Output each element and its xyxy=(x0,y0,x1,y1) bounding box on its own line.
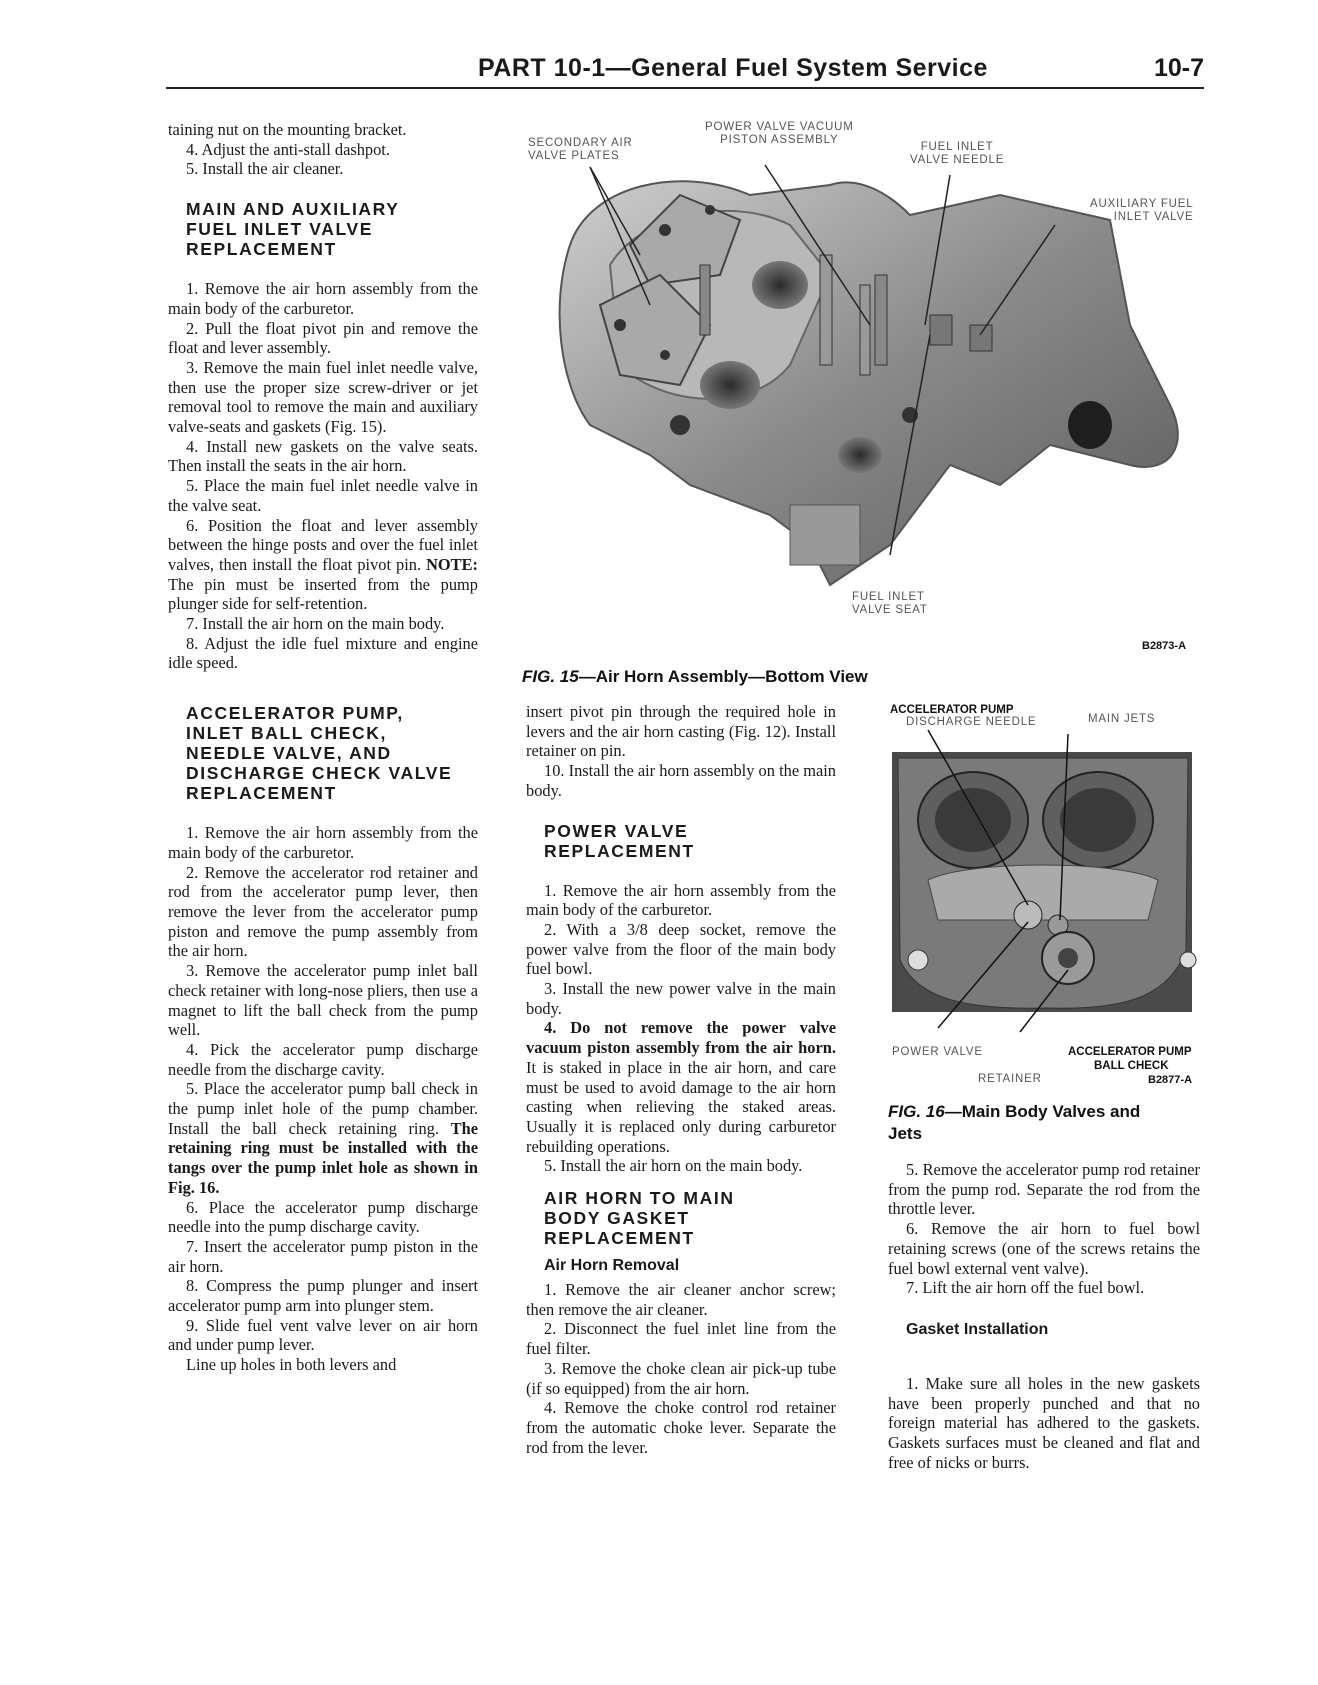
label-power-valve: POWER VALVE xyxy=(892,1046,983,1058)
paragraph: 3. Remove the choke clean air pick-up tube (if so equipped) from the air horn. xyxy=(526,1358,836,1398)
figure-16 xyxy=(888,704,1204,1090)
label-ball-check: BALL CHECK xyxy=(1094,1060,1169,1072)
subsection-heading: Air Horn Removal xyxy=(544,1257,680,1275)
paragraph: 8. Adjust the idle fuel mixture and engine idle speed. xyxy=(168,633,478,673)
label-secondary-air: SECONDARY AIR VALVE PLATES xyxy=(528,137,633,162)
running-title: PART 10-1—General Fuel System Service xyxy=(478,54,988,82)
paragraph: 4. Do not remove the power valve vacuum piston assembly from the air horn. It is staked in place in the air horn, and care must be used to avoid damage to the air horn casting when relieving the staked areas. Usually it is replaced only during carburetor rebuilding operations. xyxy=(526,1018,836,1156)
paragraph: taining nut on the mounting bracket. xyxy=(168,120,407,139)
paragraph: 7. Lift the air horn off the fuel bowl. xyxy=(906,1278,1145,1298)
label-fuel-inlet-needle: FUEL INLET VALVE NEEDLE xyxy=(910,141,1005,166)
emphasis: 4. Do not remove the power valve vacuum piston assembly from the air horn. xyxy=(526,1018,836,1058)
section-heading: POWER VALVE REPLACEMENT xyxy=(544,820,695,861)
paragraph: 9. Slide fuel vent valve lever on air horn and under pump lever. xyxy=(168,1315,478,1355)
figure-16-caption: FIG. 16—Main Body Valves and Jets xyxy=(888,1102,1141,1143)
page-number: 10-7 xyxy=(1153,54,1204,82)
figure-15 xyxy=(528,121,1206,652)
emphasis: The retaining ring must be installed with the tangs over the pump inlet hole as shown in Fig. 16. xyxy=(168,1118,478,1197)
paragraph: 1. Remove the air horn assembly from the main body of the carburetor. xyxy=(526,880,836,920)
column-middle xyxy=(526,702,836,1457)
paragraph: 2. With a 3/8 deep socket, remove the power valve from the floor of the main body fuel bowl. xyxy=(526,919,836,979)
figure-number: B2877-A xyxy=(1148,1074,1193,1086)
paragraph: insert pivot pin through the required hole in levers and the air horn casting (Fig. 12). Install retainer on pin. xyxy=(526,702,836,761)
paragraph: 3. Install the new power valve in the main body. xyxy=(526,979,836,1018)
paragraph: 1. Make sure all holes in the new gaskets have been properly punched and that no foreign material has adhered to the gaskets. Gaskets surfaces must be cleaned and flat and free of nicks or burrs. xyxy=(888,1373,1200,1472)
paragraph: 1. Remove the air horn assembly from the main body of the carburetor. xyxy=(168,823,478,862)
paragraph: 7. Insert the accelerator pump piston in the air horn. xyxy=(168,1236,478,1276)
label-power-valve-piston: POWER VALVE VACUUM PISTON ASSEMBLY xyxy=(705,121,854,146)
subsection-heading: Gasket Installation xyxy=(906,1320,1049,1338)
paragraph: 1. Remove the air cleaner anchor screw; then remove the air cleaner. xyxy=(526,1280,836,1319)
paragraph: 4. Pick the accelerator pump discharge needle from the discharge cavity. xyxy=(168,1039,478,1079)
paragraph: 8. Compress the pump plunger and insert accelerator pump arm into plunger stem. xyxy=(168,1276,478,1316)
paragraph: 7. Install the air horn on the main body. xyxy=(186,614,445,634)
paragraph: 2. Pull the float pivot pin and remove the float and lever assembly. xyxy=(168,318,478,358)
paragraph: 4. Remove the choke control rod retainer from the automatic choke lever. Separate the rod from the lever. xyxy=(526,1398,836,1457)
figure-15-caption: FIG. 15—Air Horn Assembly—Bottom View xyxy=(522,667,868,686)
column-right xyxy=(888,1160,1200,1472)
paragraph: 10. Install the air horn assembly on the main body. xyxy=(526,761,836,800)
paragraph: 5. Place the accelerator pump ball check in the pump inlet hole of the pump chamber. Install the ball check retaining ring. The retaining ring must be installed with the tangs over the pump inlet hole as shown in Fig. 16. xyxy=(168,1079,478,1197)
column-left xyxy=(168,120,478,1375)
figure-number: B2873-A xyxy=(1142,640,1187,652)
section-heading: AIR HORN TO MAIN BODY GASKET REPLACEMENT xyxy=(544,1188,735,1249)
label-accelerator-pump-needle: ACCELERATOR PUMP xyxy=(890,704,1014,716)
page-header xyxy=(166,50,1204,90)
paragraph: 3. Remove the main fuel inlet needle valve, then use the proper size screw-driver or jet removal tool to remove the main and auxiliary valve-seats and gaskets (Fig. 15). xyxy=(168,357,478,437)
paragraph: 5. Install the air horn on the main body. xyxy=(544,1156,803,1176)
paragraph: 2. Remove the accelerator rod retainer and rod from the accelerator pump lever, then remove the lever from the accelerator pump piston and remove the pump assembly from the air horn. xyxy=(168,862,478,961)
paragraph: 2. Disconnect the fuel inlet line from the fuel filter. xyxy=(526,1319,836,1359)
section-heading: ACCELERATOR PUMP, INLET BALL CHECK, NEEDLE VALVE, AND DISCHARGE CHECK VALVE REPLACEMENT xyxy=(186,703,453,804)
label-discharge-needle: DISCHARGE NEEDLE xyxy=(906,716,1037,728)
main-body-photo xyxy=(888,710,1204,1090)
paragraph: Line up holes in both levers and xyxy=(186,1355,397,1375)
paragraph: 4. Adjust the anti-stall dashpot. xyxy=(186,139,390,159)
paragraph: 6. Place the accelerator pump discharge needle into the pump discharge cavity. xyxy=(168,1197,478,1237)
label-auxiliary-fuel-inlet: AUXILIARY FUEL INLET VALVE xyxy=(1090,198,1194,223)
paragraph: 5. Remove the accelerator pump rod retainer from the pump rod. Separate the rod from the throttle lever. xyxy=(888,1160,1200,1219)
paragraph: 1. Remove the air horn assembly from the main body of the carburetor. xyxy=(168,279,478,318)
label-fuel-inlet-seat: FUEL INLET VALVE SEAT xyxy=(852,591,928,616)
label-accelerator-pump-ball: ACCELERATOR PUMP xyxy=(1068,1046,1192,1058)
note-label: NOTE: xyxy=(426,554,478,574)
paragraph: 4. Install new gaskets on the valve seats. Then install the seats in the air horn. xyxy=(168,436,478,476)
label-main-jets: MAIN JETS xyxy=(1088,713,1156,725)
paragraph: 3. Remove the accelerator pump inlet ball check retainer with long-nose pliers, then use a magnet to lift the ball check from the pump well. xyxy=(168,961,478,1040)
paragraph: 5. Place the main fuel inlet needle valve in the valve seat. xyxy=(168,476,478,515)
section-heading: MAIN AND AUXILIARY FUEL INLET VALVE REPLACEMENT xyxy=(186,199,400,260)
paragraph: 5. Install the air cleaner. xyxy=(186,159,344,179)
paragraph: 6. Remove the air horn to fuel bowl retaining screws (one of the screws retains the fuel bowl external vent valve). xyxy=(888,1219,1200,1278)
label-retainer: RETAINER xyxy=(978,1073,1042,1085)
header-rule xyxy=(166,87,1204,89)
paragraph: 6. Position the float and lever assembly between the hinge posts and over the fuel inlet valves, then install the float pivot pin. NOTE: The pin must be inserted from the pump plunger side for self-retention. xyxy=(168,515,478,614)
